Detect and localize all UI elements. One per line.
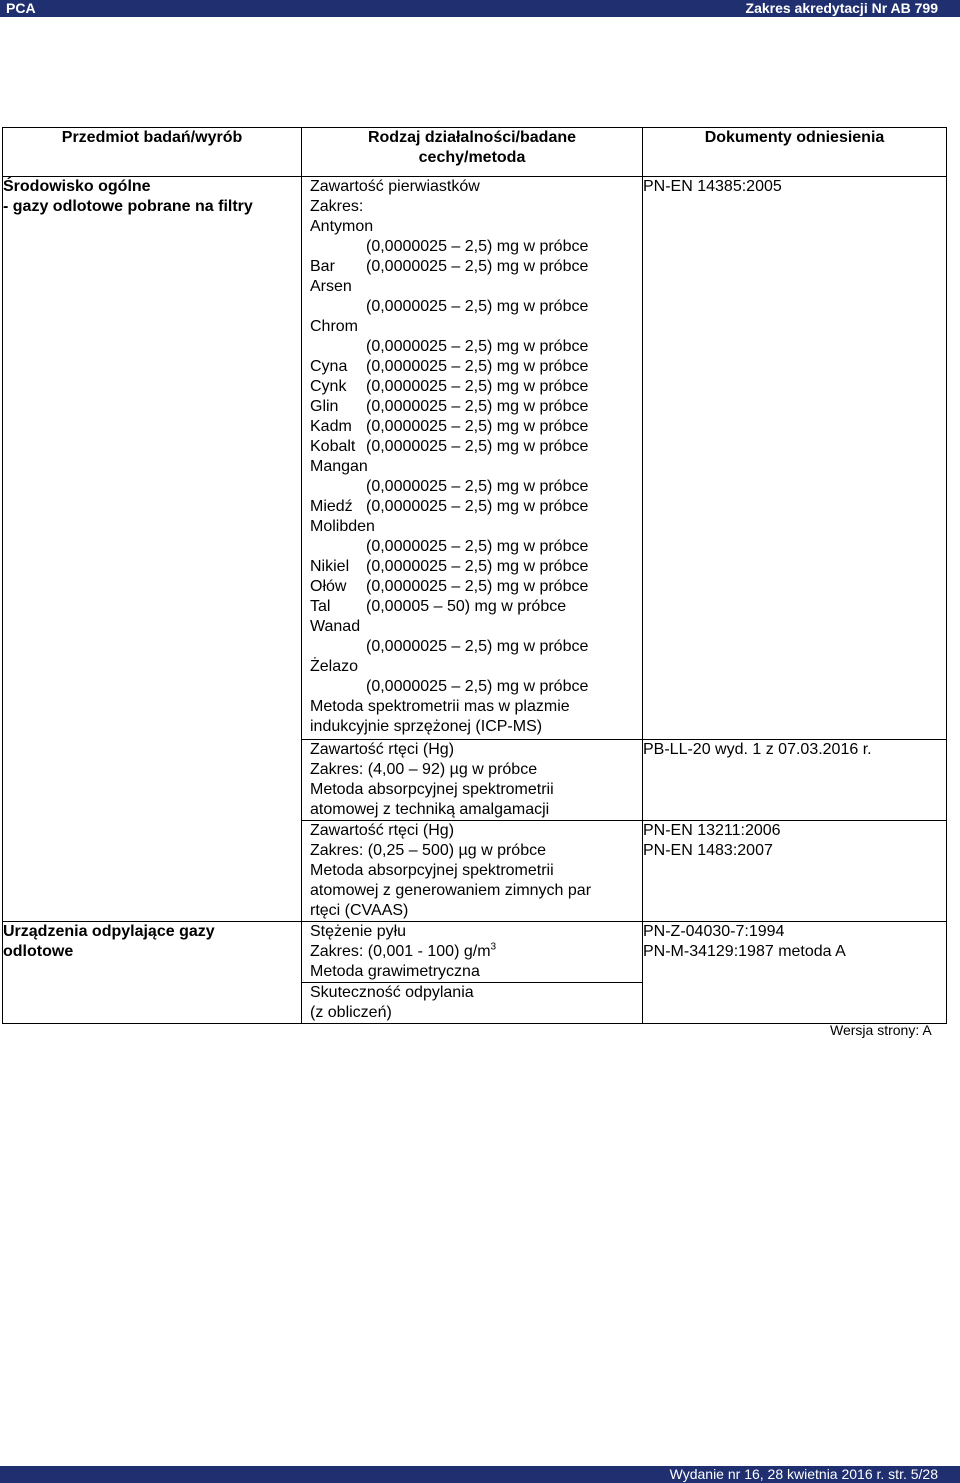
element-row: [302, 257, 642, 277]
header-docs: Dokumenty odniesienia: [643, 128, 947, 177]
element-range: (0,0000025 – 2,5) mg w próbce: [366, 378, 589, 395]
doc-cell-mercury-cvaas: PN-EN 13211:2006 PN-EN 1483:2007: [643, 821, 947, 922]
element-range: (0,00005 – 50) mg w próbce: [366, 598, 567, 615]
element-range: (0,0000025 – 2,5) mg w próbce: [366, 478, 589, 495]
element-range: (0,0000025 – 2,5) mg w próbce: [366, 238, 589, 255]
element-name: Cynk: [310, 378, 347, 395]
element-row: [302, 557, 642, 577]
element-row: [302, 497, 642, 517]
element-range: (0,0000025 – 2,5) mg w próbce: [366, 498, 589, 515]
element-name: Mangan: [310, 458, 368, 475]
element-row: [302, 577, 642, 597]
activity-cell-mercury-amalgam: Zawartość rtęci (Hg) Zakres: (4,00 – 92) µg w próbce Metoda absorpcyjnej spektrometrii atomowej z techniką amalgamacji: [302, 740, 643, 821]
doc-cell-dust: PN-Z-04030-7:1994 PN-M-34129:1987 metoda A: [643, 922, 947, 1024]
element-name: Arsen: [310, 278, 352, 295]
activity-cell-elements: Zawartość pierwiastków Zakres: Antymon (0,0000025 – 2,5) mg w próbce Bar (0,0000025 – 2,5) mg w próbce Arsen (0,0000025 – 2,5) mg w próbce Chrom (0,0000025 – 2,5) mg w próbce Cyna (0,0000025 – 2,5) mg w próbce Cynk (0,0000025 – 2,5) mg w próbce Glin (0,0000025 – 2,5) mg w próbce Kadm (0,0000025 – 2,5) mg w próbce Kobalt (0,0000025 – 2,5) mg w próbce Mangan (0,0000025 – 2,5) mg w próbce Miedź (0,0000025 – 2,5) mg w próbce Molibden (0,0000025 – 2,5) mg w próbce Nikiel (0,0000025 – 2,5) mg w próbce Ołów (0,0000025 – 2,5) mg w próbce Tal (0,00005 – 50) mg w próbce Wanad (0,0000025 – 2,5) mg w próbce Żelazo (0,0000025 – 2,5) mg w próbce Metoda spektrometrii mas w plazmie indukcyjnie sprzężonej (ICP-MS): [302, 177, 643, 740]
element-row: [302, 417, 642, 437]
page-header: [0, 0, 960, 17]
element-row: [302, 597, 642, 617]
subject-cell-environment: Środowisko ogólne - gazy odlotowe pobrane na filtry: [3, 177, 302, 922]
element-name: Cyna: [310, 358, 348, 375]
element-name: Nikiel: [310, 558, 350, 575]
table-header-row: [3, 128, 947, 177]
table-row: [3, 177, 947, 740]
footer-edition: Wydanie nr 16, 28 kwietnia 2016 r. str. 5/28: [669, 1466, 938, 1482]
element-name: Molibden: [310, 518, 375, 535]
element-name: Antymon: [310, 218, 374, 235]
element-range: (0,0000025 – 2,5) mg w próbce: [366, 558, 589, 575]
element-range: (0,0000025 – 2,5) mg w próbce: [366, 418, 589, 435]
element-name: Chrom: [310, 318, 359, 335]
element-range: (0,0000025 – 2,5) mg w próbce: [366, 578, 589, 595]
element-range: (0,0000025 – 2,5) mg w próbce: [366, 538, 589, 555]
header-activity: Rodzaj działalności/badane cechy/metoda: [302, 128, 643, 177]
element-range: (0,0000025 – 2,5) mg w próbce: [366, 398, 589, 415]
element-name: Miedź: [310, 498, 353, 515]
element-row: [302, 397, 642, 417]
page-version: Wersja strony: A: [830, 1022, 932, 1038]
doc-cell-mercury-amalgam: PB-LL-20 wyd. 1 z 07.03.2016 r.: [643, 740, 947, 821]
element-range: (0,0000025 – 2,5) mg w próbce: [366, 338, 589, 355]
element-range: (0,0000025 – 2,5) mg w próbce: [366, 638, 589, 655]
element-range: (0,0000025 – 2,5) mg w próbce: [366, 258, 589, 275]
element-name: Wanad: [310, 618, 361, 635]
element-row: [302, 357, 642, 377]
element-name: Kadm: [310, 418, 352, 435]
element-row: [302, 437, 642, 457]
element-name: Glin: [310, 398, 339, 415]
activity-cell-dust-efficiency: Skuteczność odpylania (z obliczeń): [302, 983, 643, 1024]
element-name: Tal: [310, 598, 331, 615]
element-name: Żelazo: [310, 658, 359, 675]
element-name: Kobalt: [310, 438, 356, 455]
header-org: PCA: [6, 0, 36, 16]
accreditation-table: [2, 127, 947, 1024]
element-name: Bar: [310, 258, 335, 275]
subject-cell-dust-collectors: Urządzenia odpylające gazy odlotowe: [3, 922, 302, 1024]
doc-cell-elements: PN-EN 14385:2005: [643, 177, 947, 740]
element-name: Ołów: [310, 578, 347, 595]
element-range: (0,0000025 – 2,5) mg w próbce: [366, 358, 589, 375]
element-range: (0,0000025 – 2,5) mg w próbce: [366, 678, 589, 695]
activity-cell-mercury-cvaas: Zawartość rtęci (Hg) Zakres: (0,25 – 500) µg w próbce Metoda absorpcyjnej spektrometrii atomowej z generowaniem zimnych par rtęci (CVAAS): [302, 821, 643, 922]
element-list: [302, 217, 642, 697]
element-row: [302, 377, 642, 397]
table-row: [3, 922, 947, 983]
header-subject: Przedmiot badań/wyrób: [3, 128, 302, 177]
element-range: (0,0000025 – 2,5) mg w próbce: [366, 438, 589, 455]
header-title: Zakres akredytacji Nr AB 799: [745, 0, 938, 16]
activity-cell-dust-concentration: Stężenie pyłu Zakres: (0,001 - 100) $g/m^3$ Metoda grawimetryczna: [302, 922, 643, 983]
page-footer: [0, 1466, 960, 1483]
element-range: (0,0000025 – 2,5) mg w próbce: [366, 298, 589, 315]
